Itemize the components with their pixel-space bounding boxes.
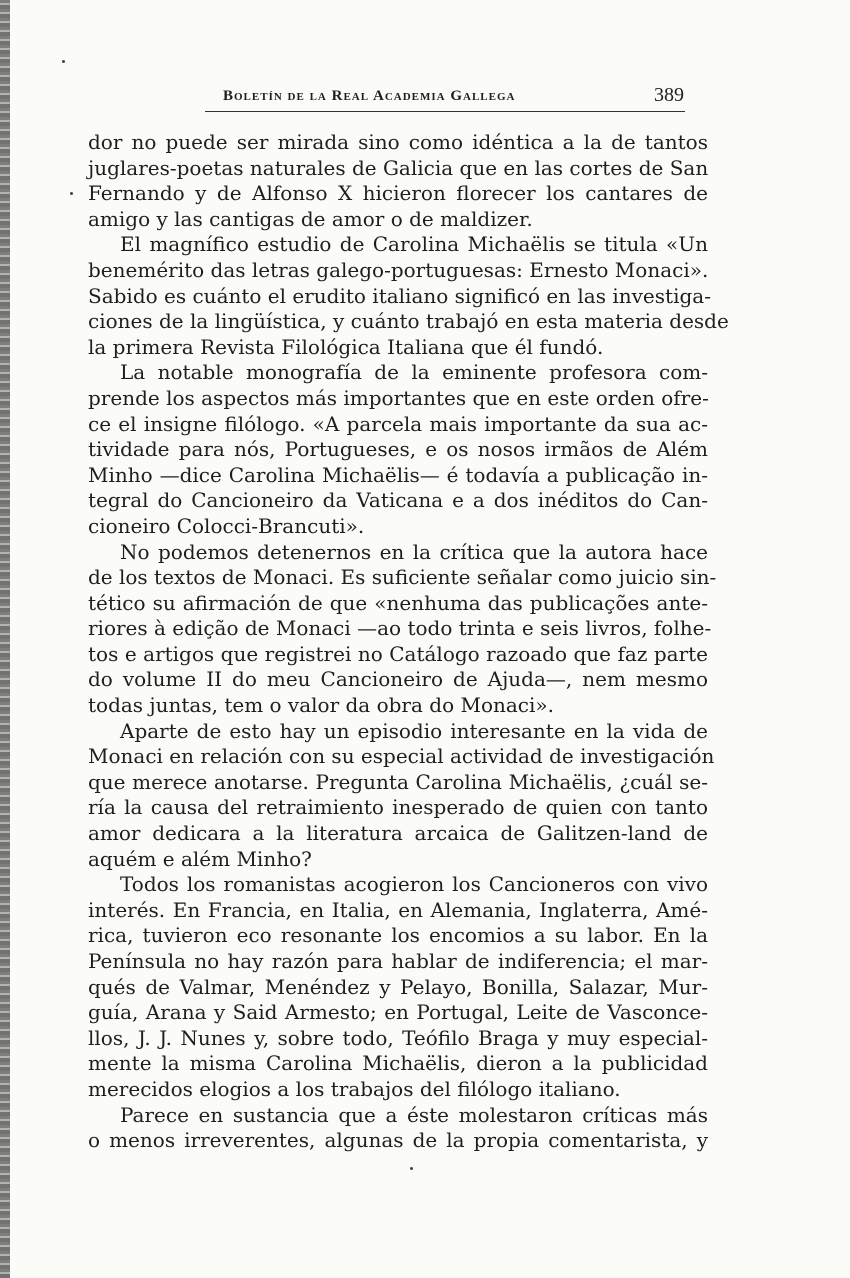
text-line: Península no hay razón para hablar de indiferencia; el mar- xyxy=(88,949,708,973)
text-line: prende los aspectos más importantes que en este orden ofre- xyxy=(88,385,709,410)
text-line: todas juntas, tem o valor da obra do Monaci». xyxy=(88,693,554,718)
text-line: tos e artigos que registrei no Catálogo razoado que faz parte xyxy=(88,641,708,666)
text-line: merecidos elogios a los trabajos del filólogo italiano. xyxy=(88,1076,621,1101)
page-number: 389 xyxy=(654,84,684,106)
text-line: guía, Arana y Said Armesto; en Portugal, Leite de Vasconce- xyxy=(88,1000,708,1025)
text-line: Monaci en relación con su especial actividad de investigación xyxy=(88,744,715,769)
text-line: aquém e além Minho? xyxy=(88,846,312,871)
text-line: de los textos de Monaci. Es suficiente señalar como juicio sin- xyxy=(88,565,717,590)
text-line: mente la misma Carolina Michaëlis, dieron a la publicidad xyxy=(88,1051,708,1076)
text-line: amigo y las cantigas de amor o de maldizer. xyxy=(88,206,533,231)
text-line: Minho —dice Carolina Michaëlis— é todavía a publicação in- xyxy=(88,462,708,487)
text-line: El magnífico estudio de Carolina Michaëlis se titula «Un xyxy=(120,232,708,257)
text-line: Todos los romanistas acogieron los Cancioneros con vivo xyxy=(120,872,708,897)
text-line: cioneiro Colocci-Brancuti». xyxy=(88,513,365,538)
text-line: amor dedicara a la literatura arcaica de Galitzen-land de xyxy=(88,821,708,846)
text-line: tividade para nós, Portugueses, e os nosos irmãos de Além xyxy=(88,437,708,462)
text-line: dor no puede ser mirada sino como idéntica a la de tantos xyxy=(88,130,708,154)
text-line: qués de Valmar, Menéndez y Pelayo, Bonilla, Salazar, Mur- xyxy=(88,974,708,999)
text-line: No podemos detenernos en la crítica que la autora hace xyxy=(120,539,708,564)
text-line: benemérito das letras galego-portuguesas: Ernesto Monaci». xyxy=(88,257,709,282)
text-line: Fernando y de Alfonso X hicieron florecer los cantares de xyxy=(88,181,708,206)
text-line: tético su afirmación de que «nenhuma das publicações ante- xyxy=(88,590,708,615)
text-line: ría la causa del retraimiento inesperado de quien con tanto xyxy=(88,795,708,820)
text-line: Aparte de esto hay un episodio interesante en la vida de xyxy=(120,718,708,743)
body-text xyxy=(88,130,729,1154)
text-line: ce el insigne filólogo. «A parcela mais importante da sua ac- xyxy=(88,411,708,436)
running-title: Boletín de la Real Academia Gallega xyxy=(223,88,516,104)
text-line: riores à edição de Monaci —ao todo trinta e seis livros, folhe- xyxy=(88,616,712,641)
text-line: interés. En Francia, en Italia, en Alemania, Inglaterra, Amé- xyxy=(88,897,708,922)
page-binding-edge xyxy=(0,0,10,1278)
text-line: que merece anotarse. Pregunta Carolina Michaëlis, ¿cuál se- xyxy=(88,769,708,794)
text-line: juglares-poetas naturales de Galicia que en las cortes de San xyxy=(88,155,709,180)
text-line: Parece en sustancia que a éste molestaron críticas más xyxy=(120,1102,708,1127)
text-line: La notable monografía de la eminente profesora com- xyxy=(120,360,708,385)
text-line: llos, J. J. Nunes y, sobre todo, Teófilo Braga y muy especial- xyxy=(88,1025,708,1050)
text-line: la primera Revista Filológica Italiana que él fundó. xyxy=(88,334,604,359)
print-speck xyxy=(62,60,65,63)
print-speck xyxy=(70,192,73,195)
text-line: o menos irreverentes, algunas de la propia comentarista, y xyxy=(88,1128,708,1153)
text-line: do volume II do meu Cancioneiro de Ajuda—, nem mesmo xyxy=(88,667,708,692)
text-line: Sabido es cuánto el erudito italiano significó en las investiga- xyxy=(88,283,711,308)
text-line: tegral do Cancioneiro da Vaticana e a dos inéditos do Can- xyxy=(88,488,708,513)
page-header xyxy=(205,84,710,112)
print-speck xyxy=(410,1167,413,1170)
text-line: rica, tuvieron eco resonante los encomios a su labor. En la xyxy=(88,923,708,948)
header-rule xyxy=(205,111,685,112)
text-line: ciones de la lingüística, y cuánto trabajó en esta materia desde xyxy=(88,309,729,334)
